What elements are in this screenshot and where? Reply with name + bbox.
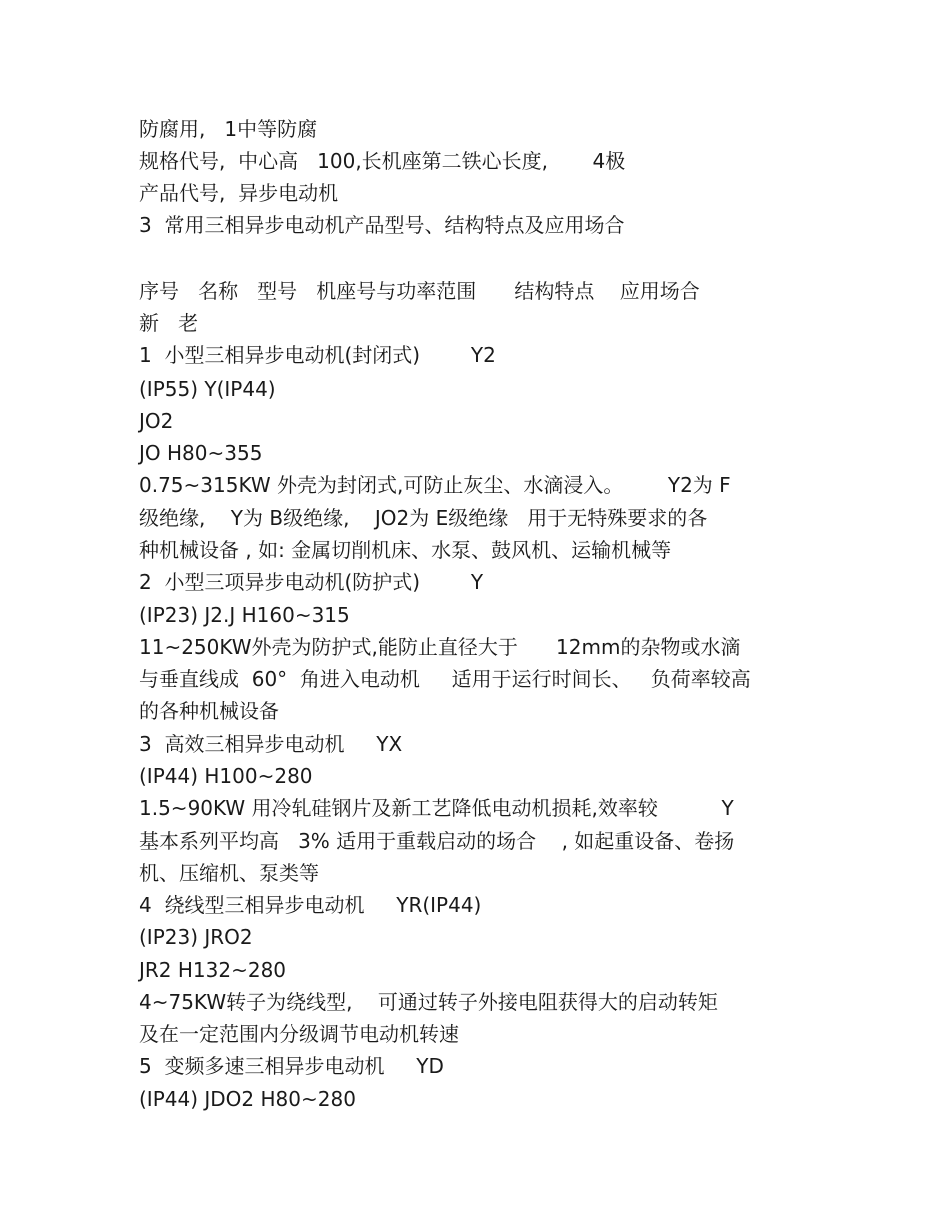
text-line: 4 绕线型三相异步电动机 YR(IP44) <box>139 893 482 917</box>
table-subheader: 新 老 <box>139 311 199 335</box>
table-header: 序号 名称 型号 机座号与功率范围 结构特点 应用场合 <box>139 279 700 303</box>
text-line: 1 小型三相异步电动机(封闭式) Y2 <box>139 343 496 367</box>
text-line: 级绝缘, Y为 B级绝缘, JO2为 E级绝缘 用于无特殊要求的各 <box>139 506 708 530</box>
text-line: JO H80~355 <box>139 441 263 465</box>
section-heading: 3 常用三相异步电动机产品型号、结构特点及应用场合 <box>139 213 625 237</box>
text-line: 3 高效三相异步电动机 YX <box>139 732 403 756</box>
text-line: 1.5~90KW 用冷轧硅钢片及新工艺降低电动机损耗,效率较 Y <box>139 796 734 820</box>
text-line: 11~250KW外壳为防护式,能防止直径大于 12mm的杂物或水滴 <box>139 635 741 659</box>
text-line: 的各种机械设备 <box>139 699 279 723</box>
text-line: 防腐用, 1中等防腐 <box>139 117 318 141</box>
text-line: (IP23) J2.J H160~315 <box>139 603 350 627</box>
text-line: (IP55) Y(IP44) <box>139 377 276 401</box>
text-line: (IP44) H100~280 <box>139 764 313 788</box>
text-line: 产品代号, 异步电动机 <box>139 181 339 205</box>
text-line: (IP23) JRO2 <box>139 925 253 949</box>
text-line: 4~75KW转子为绕线型, 可通过转子外接电阻获得大的启动转矩 <box>139 990 718 1014</box>
text-line: 机、压缩机、泵类等 <box>139 861 319 885</box>
text-line: 及在一定范围内分级调节电动机转速 <box>139 1022 459 1046</box>
text-line: 规格代号, 中心高 100,长机座第二铁心长度, 4极 <box>139 149 626 173</box>
text-line: (IP44) JDO2 H80~280 <box>139 1087 356 1111</box>
text-line: 种机械设备 , 如: 金属切削机床、水泵、鼓风机、运输机械等 <box>139 538 672 562</box>
text-line: 5 变频多速三相异步电动机 YD <box>139 1054 444 1078</box>
text-line: 基本系列平均高 3% 适用于重载启动的场合 , 如起重设备、卷扬 <box>139 829 735 853</box>
text-line: 2 小型三项异步电动机(防护式) Y <box>139 570 484 594</box>
text-line: 0.75~315KW 外壳为封闭式,可防止灰尘、水滴浸入。 Y2为 F <box>139 473 731 497</box>
text-line: JR2 H132~280 <box>139 958 287 982</box>
text-line: 与垂直线成 60° 角进入电动机 适用于运行时间长、 负荷率较高 <box>139 667 751 691</box>
text-line: JO2 <box>139 409 174 433</box>
